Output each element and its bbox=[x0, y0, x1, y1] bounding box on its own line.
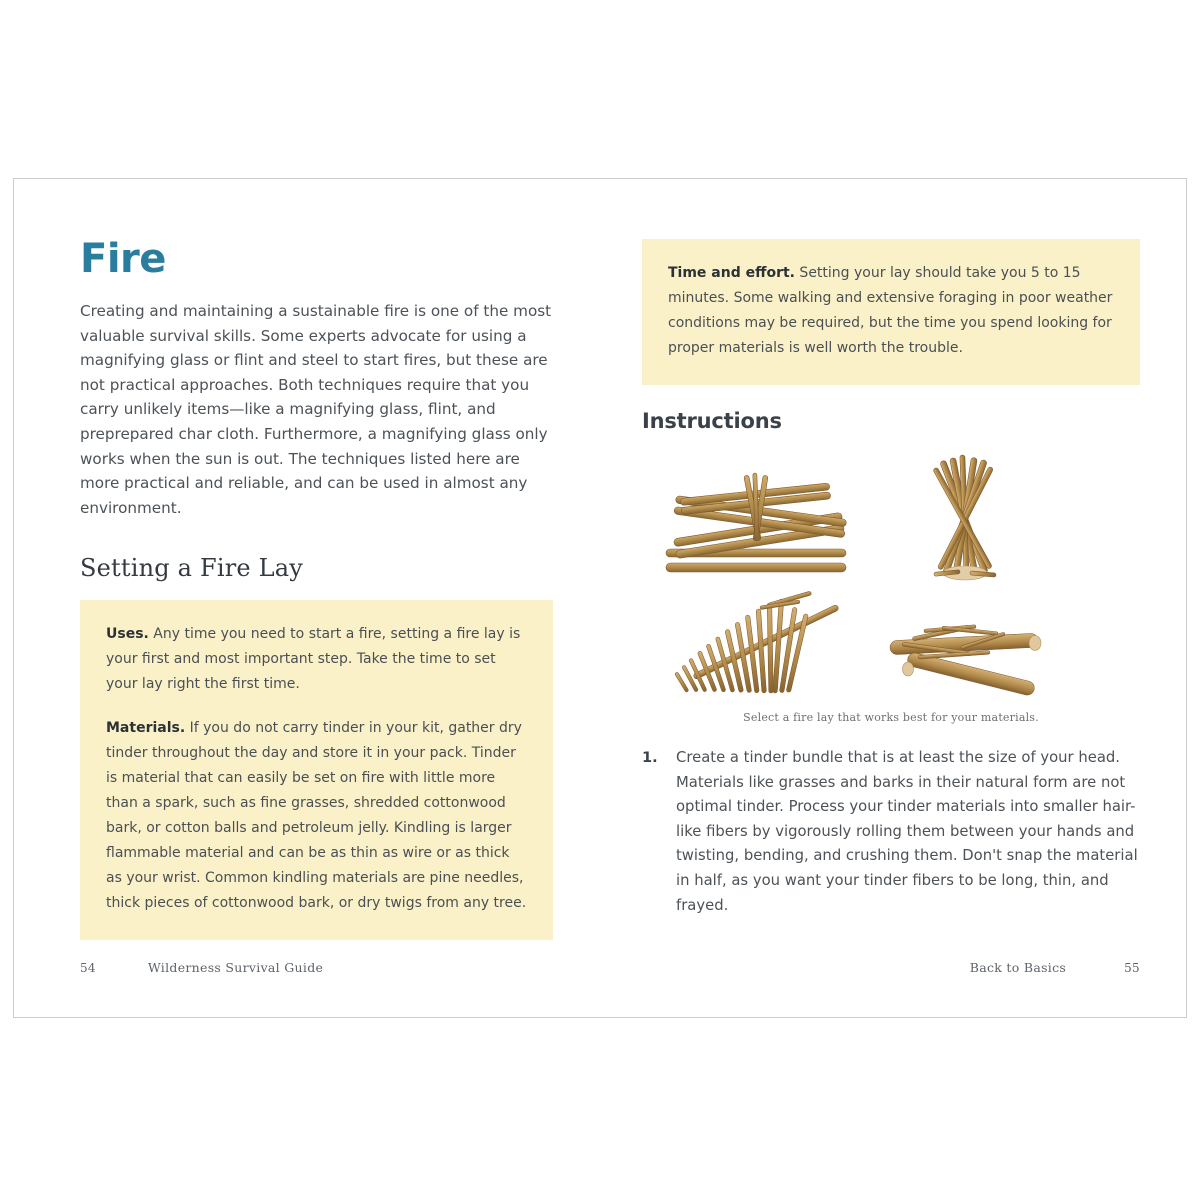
section-heading-instructions: Instructions bbox=[642, 409, 782, 433]
log-and-kindling-fire-lay-illustration bbox=[872, 617, 1057, 712]
step-text: Create a tinder bundle that is at least the size of your head. Materials like grasses and barks in their natural form are not optimal tinder. Process your tinder materials into smaller hair-like fibers by vigorously rolling them between your hands and twisting, bending, and crushing them. Don't snap the material in half, as you want your tinder fibers to be long, thin, and frayed. bbox=[676, 749, 1138, 914]
footer-right bbox=[970, 960, 1140, 975]
lean-to-fire-lay-illustration bbox=[656, 585, 866, 707]
callout-label-uses: Uses. bbox=[106, 626, 149, 643]
list-item bbox=[642, 746, 1140, 918]
page-title: Fire bbox=[80, 236, 166, 282]
callout-paragraph-uses bbox=[106, 622, 527, 697]
teepee-fire-lay-illustration bbox=[890, 445, 1040, 595]
footer-left bbox=[80, 960, 323, 975]
section-heading-setting-a-fire-lay: Setting a Fire Lay bbox=[80, 554, 304, 583]
running-head-book-title: Wilderness Survival Guide bbox=[147, 960, 324, 975]
running-head-section: Back to Basics bbox=[969, 960, 1067, 975]
figure-caption: Select a fire lay that works best for your materials. bbox=[743, 711, 1039, 724]
callout-text-uses: Any time you need to start a fire, setting a fire lay is your first and most important step. Take the time to set your lay right the first time. bbox=[106, 626, 521, 693]
callout-box-time-and-effort bbox=[642, 239, 1140, 385]
book-page-spread bbox=[13, 178, 1187, 1018]
instruction-step-list bbox=[642, 746, 1140, 918]
step-number: 1. bbox=[642, 750, 658, 766]
page-number-left: 54 bbox=[80, 961, 96, 975]
left-page bbox=[14, 179, 600, 1017]
callout-paragraph-materials bbox=[106, 716, 527, 916]
page-number-right: 55 bbox=[1124, 961, 1140, 975]
callout-box-uses-materials bbox=[80, 600, 553, 940]
log-cabin-fire-lay-illustration bbox=[658, 463, 868, 593]
callout-label-time-and-effort: Time and effort. bbox=[668, 265, 795, 281]
right-page bbox=[600, 179, 1186, 1017]
callout-label-materials: Materials. bbox=[106, 720, 186, 737]
callout-text-time-and-effort: Setting your lay should take you 5 to 15 minutes. Some walking and extensive foraging in poor weather conditions may be required, but the time you spend looking for proper materials is well worth the trouble. bbox=[668, 265, 1113, 356]
callout-text-materials: If you do not carry tinder in your kit, gather dry tinder throughout the day and store it in your pack. Tinder is material that can easily be set on fire with little more than a spark, such as fine grasses, shredded cottonwood bark, or cotton balls and petroleum jelly. Kindling is larger flammable material and can be as thin as wire or as thick as your wrist. Common kindling materials are pine needles, thick pieces of cottonwood bark, or dry twigs from any tree. bbox=[106, 720, 527, 912]
fire-lay-illustration-group bbox=[642, 439, 1140, 711]
callout-paragraph-time-and-effort bbox=[668, 261, 1114, 361]
intro-paragraph: Creating and maintaining a sustainable fire is one of the most valuable survival skills. Some experts advocate for using a magnifying glass or flint and steel to start fires, but these are not practical approaches. Both techniques require that you carry unlikely items—like a magnifying glass, flint, and preprepared char cloth. Furthermore, a magnifying glass only works when the sun is out. The techniques listed here are more practical and reliable, and can be used in almost any environment. bbox=[80, 302, 552, 517]
